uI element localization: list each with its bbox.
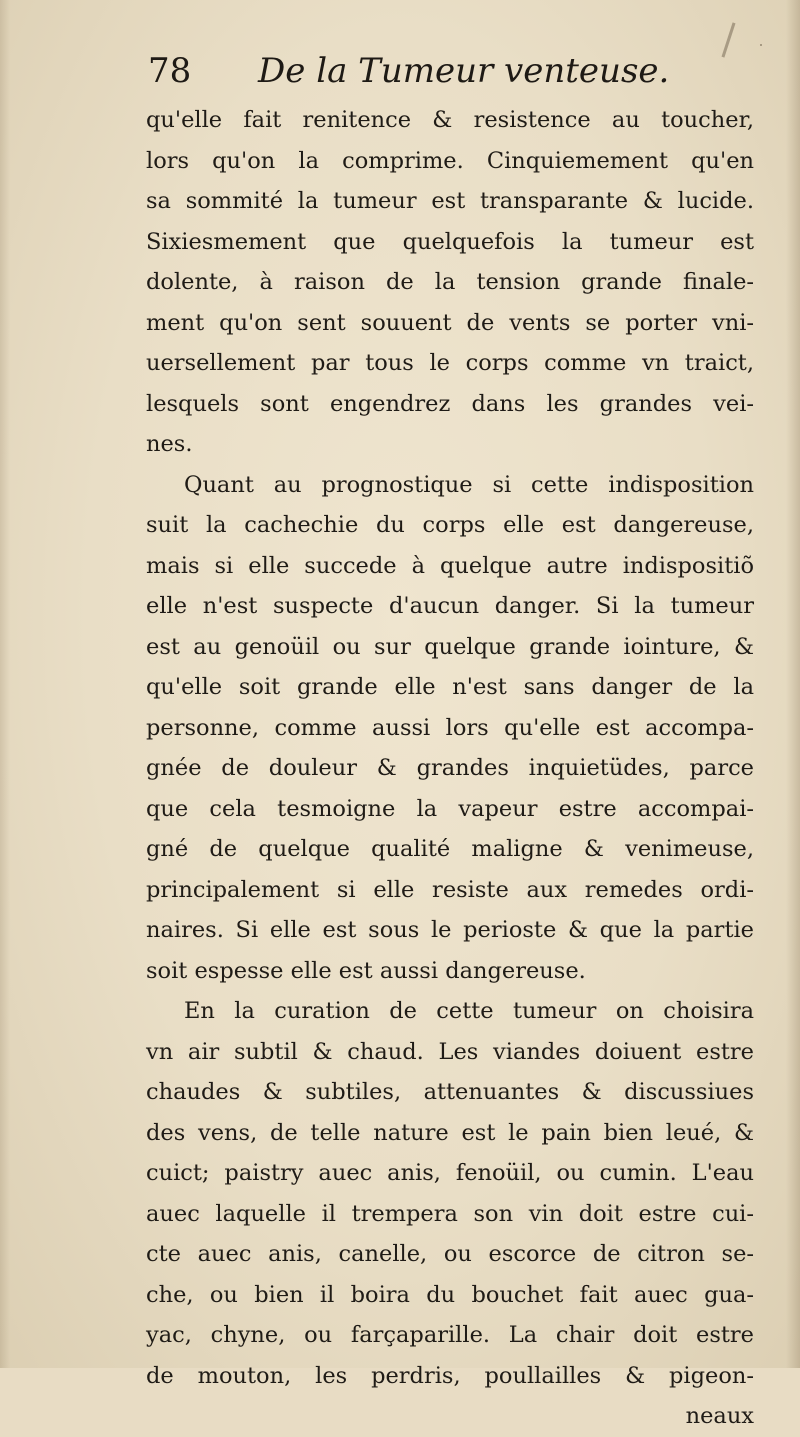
text-line: personne, comme aussi lors qu'elle est accompa- [146, 714, 754, 741]
text-line: cuict; paistry auec anis, fenoüil, ou cumin. L'eau [146, 1160, 754, 1186]
text-line: vn air subtil & chaud. Les viandes doiuent estre [146, 1038, 754, 1065]
text-line: elle n'est suspecte d'aucun danger. Si la tumeur [146, 593, 754, 619]
text-line: cte auec anis, canelle, ou escorce de citron se- [146, 1241, 754, 1267]
text-line: che, ou bien il boira du bouchet fait auec gua- [146, 1281, 754, 1308]
text-line: lors qu'on la comprime. Cinquiemement qu'en [146, 147, 754, 174]
text-line: suit la cachechie du corps elle est dangereuse, [146, 512, 754, 538]
text-line: gnée de douleur & grandes inquietüdes, parce [146, 755, 754, 781]
paragraph-start-line: Quant au prognostique si cette indisposition [184, 471, 754, 498]
text-line: qu'elle soit grande elle n'est sans danger de la [146, 674, 754, 700]
text-line: nes. [146, 431, 193, 457]
text-line: uersellement par tous le corps comme vn traict, [146, 350, 754, 376]
page-header [148, 46, 748, 96]
text-line: des vens, de telle nature est le pain bien leué, & [146, 1119, 754, 1146]
body-text [146, 100, 754, 1437]
text-line: auec laquelle il trempera son vin doit estre cui- [146, 1200, 754, 1227]
text-line: mais si elle succede à quelque autre indispositiõ [146, 552, 754, 579]
text-line: que cela tesmoigne la vapeur estre accompai- [146, 795, 754, 822]
text-line: naires. Si elle est sous le perioste & que la partie [146, 917, 754, 943]
text-line: gné de quelque qualité maligne & venimeuse, [146, 836, 754, 862]
text-line: dolente, à raison de la tension grande finale- [146, 269, 754, 295]
text-line: principalement si elle resiste aux remedes ordi- [146, 876, 754, 903]
text-line: de mouton, les perdris, poullailles & pigeon- [146, 1362, 754, 1389]
text-line: chaudes & subtiles, attenuantes & discussiues [146, 1079, 754, 1105]
paragraph-start-line: En la curation de cette tumeur on choisira [184, 998, 754, 1024]
text-line: yac, chyne, ou farçaparille. La chair doit estre [146, 1322, 754, 1348]
text-line: est au genoüil ou sur quelque grande iointure, & [146, 633, 754, 660]
ink-speck [760, 44, 762, 46]
page-number: 78 [148, 51, 192, 91]
page-right-shadow [786, 0, 800, 1368]
text-line: lesquels sont engendrez dans les grandes vei- [146, 390, 754, 417]
page-left-shadow [0, 0, 10, 1368]
text-line: sa sommité la tumeur est transparante & lucide. [146, 188, 754, 214]
text-line: qu'elle fait renitence & resistence au toucher, [146, 107, 754, 133]
running-head: De la Tumeur venteuse. [258, 51, 670, 91]
text-line: soit espesse elle est aussi dangereuse. [146, 957, 586, 984]
catchword: neaux [685, 1403, 754, 1429]
text-line: Sixiesmement que quelquefois la tumeur est [146, 228, 754, 255]
text-line: ment qu'on sent souuent de vents se porter vni- [146, 309, 754, 336]
